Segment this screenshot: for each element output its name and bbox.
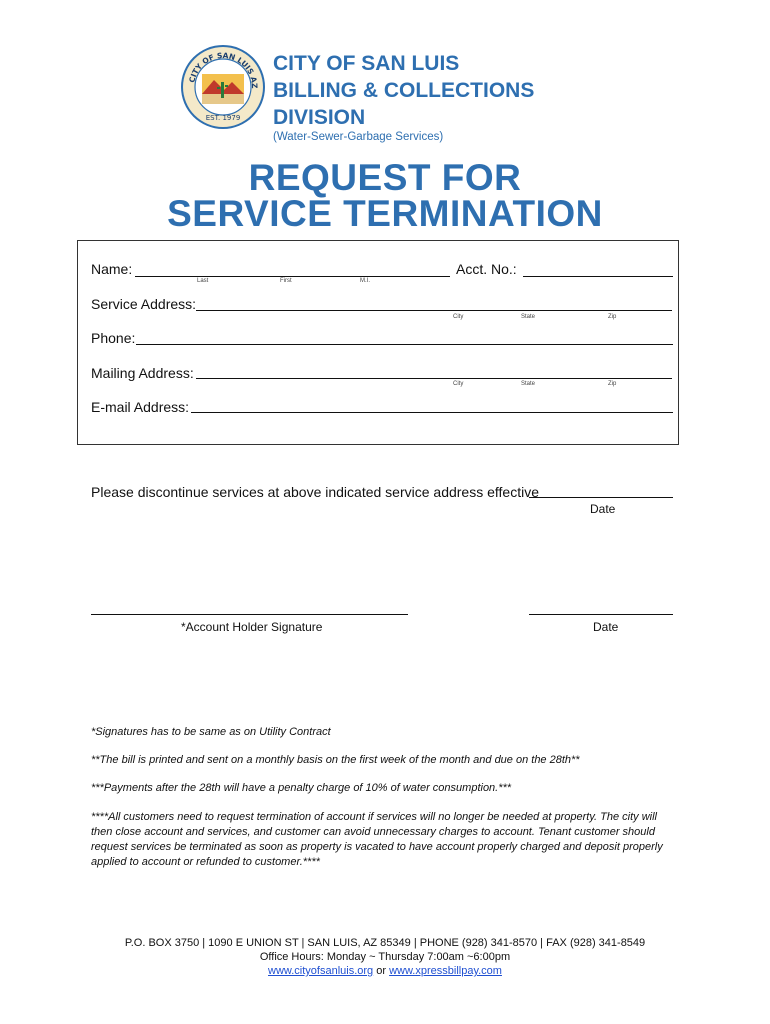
service-sub-city: City	[453, 314, 464, 320]
mailing-address-label: Mailing Address:	[91, 365, 194, 381]
xpressbillpay-link[interactable]: www.xpressbillpay.com	[389, 965, 502, 977]
mailing-sub-state: State	[521, 381, 536, 387]
note-termination: ****All customers need to request termination of account if services will no longer be needed at property. The city will then close account and services, and customer can avoid unnecessary charges to account. Tenant customer should request services be terminated as soon as property is vacated to have account properly charged and deposit properly applied to account or refunded to customer.****	[91, 811, 663, 868]
service-address-field[interactable]	[196, 310, 672, 311]
name-label: Name:	[91, 261, 133, 277]
org-name-line3: DIVISION	[273, 106, 366, 129]
signature-label: *Account Holder Signature	[181, 620, 323, 634]
form-title-line2: SERVICE TERMINATION	[167, 193, 603, 234]
mailing-address-field[interactable]	[196, 378, 672, 379]
email-field[interactable]	[191, 412, 673, 413]
seal-icon	[180, 44, 266, 130]
org-name-line2: BILLING & COLLECTIONS	[273, 79, 535, 102]
footer-address: P.O. BOX 3750 | 1090 E UNION ST | SAN LUIS, AZ 85349 | PHONE (928) 341-8570 | FAX (928) 341-8549	[124, 937, 646, 949]
email-label: E-mail Address:	[91, 399, 190, 415]
note-signature: *Signatures has to be same as on Utility Contract	[91, 726, 331, 738]
effective-date-label: Date	[590, 502, 616, 516]
form-title-line1: REQUEST FOR	[248, 157, 522, 198]
phone-field[interactable]	[136, 344, 673, 345]
footer-links	[0, 964, 770, 979]
signature-date-label: Date	[593, 620, 619, 634]
service-address-label: Service Address:	[91, 296, 197, 312]
city-seal-logo	[180, 44, 266, 130]
name-sub-last: Last	[197, 278, 209, 284]
phone-label: Phone:	[91, 330, 136, 346]
acct-number-field[interactable]	[523, 276, 673, 277]
footer-or: or	[376, 965, 387, 977]
service-sub-zip: Zip	[608, 314, 617, 320]
org-subtitle: (Water-Sewer-Garbage Services)	[273, 131, 444, 143]
mailing-sub-zip: Zip	[608, 381, 617, 387]
footer-hours: Office Hours: Monday ~ Thursday 7:00am ~6:00pm	[259, 951, 511, 963]
signature-date-field[interactable]	[529, 614, 673, 615]
seal-est: EST. 1979	[205, 114, 241, 122]
acct-label: Acct. No.:	[456, 261, 517, 277]
note-penalty: ***Payments after the 28th will have a penalty charge of 10% of water consumption.***	[91, 782, 512, 794]
signature-field[interactable]	[91, 614, 408, 615]
note-billing: **The bill is printed and sent on a monthly basis on the first week of the month and due on the 28th**	[91, 754, 580, 766]
name-sub-first: First	[280, 278, 292, 284]
city-website-link[interactable]: www.cityofsanluis.org	[268, 965, 374, 977]
service-sub-state: State	[521, 314, 536, 320]
discontinue-statement: Please discontinue services at above indicated service address effective	[91, 484, 539, 500]
effective-date-field[interactable]	[529, 497, 673, 498]
name-sub-mi: M.I.	[360, 278, 370, 284]
seal-text: CITY OF SAN LUIS AZ	[187, 50, 260, 89]
mailing-sub-city: City	[453, 381, 464, 387]
name-field[interactable]	[135, 276, 450, 277]
org-name-line1: CITY OF SAN LUIS	[273, 52, 460, 75]
